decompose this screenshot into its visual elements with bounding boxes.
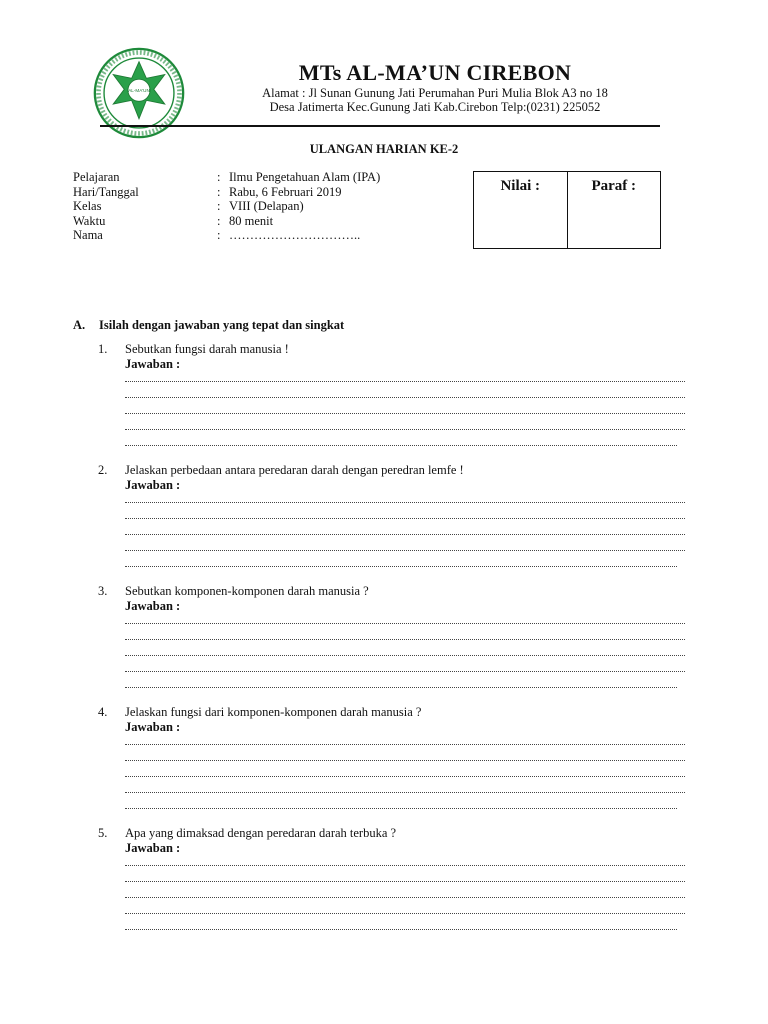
answer-line[interactable] (125, 366, 685, 382)
question-number: 3. (98, 584, 108, 598)
info-row-waktu (73, 214, 380, 229)
answer-line[interactable] (125, 487, 685, 503)
answer-line[interactable] (125, 914, 677, 930)
section-letter: A. (73, 318, 86, 332)
answer-label: Jawaban : (125, 720, 181, 734)
question-text: Jelaskan fungsi dari komponen-komponen darah manusia ? (125, 705, 422, 719)
info-row-hari-tanggal (73, 185, 380, 200)
answer-area[interactable] (125, 366, 685, 446)
question-text: Apa yang dimaksad dengan peredaran darah terbuka ? (125, 826, 397, 840)
answer-label: Jawaban : (125, 478, 181, 492)
answer-line[interactable] (125, 624, 685, 640)
info-colon: : (217, 213, 221, 228)
answer-line[interactable] (125, 430, 677, 446)
question-text: Jelaskan perbedaan antara peredaran darah dengan peredran lemfe ! (125, 463, 464, 477)
header-divider (100, 125, 660, 127)
question-number: 5. (98, 826, 108, 840)
answer-line[interactable] (125, 882, 685, 898)
answer-line[interactable] (125, 745, 685, 761)
info-value: VIII (Delapan) (229, 199, 304, 213)
question-text: Sebutkan komponen-komponen darah manusia ? (125, 584, 369, 598)
section-title: Isilah dengan jawaban yang tepat dan singkat (99, 318, 345, 332)
info-label: Nama (73, 228, 103, 242)
section-heading (73, 318, 344, 333)
answer-line[interactable] (125, 672, 677, 688)
info-label: Waktu (73, 213, 106, 228)
name-field[interactable]: ………………………….. (229, 228, 361, 242)
info-colon: : (217, 199, 221, 213)
answer-line[interactable] (125, 608, 685, 624)
question-number: 1. (98, 342, 108, 356)
answer-label: Jawaban : (125, 357, 181, 371)
info-row-pelajaran (73, 170, 380, 185)
answer-line[interactable] (125, 761, 685, 777)
answer-line[interactable] (125, 640, 685, 656)
logo-text: AL-MA'UN (128, 88, 150, 94)
exam-info (73, 170, 380, 243)
exam-title: ULANGAN HARIAN KE-2 (309, 142, 459, 156)
answer-line[interactable] (125, 793, 677, 809)
answer-label: Jawaban : (125, 841, 181, 855)
score-box (473, 171, 661, 249)
answer-label: Jawaban : (125, 599, 181, 613)
answer-line[interactable] (125, 777, 685, 793)
question-number: 4. (98, 705, 108, 719)
answer-line[interactable] (125, 414, 685, 430)
info-colon: : (217, 228, 221, 242)
info-row-kelas (73, 199, 380, 214)
info-colon: : (217, 184, 221, 199)
answer-line[interactable] (125, 551, 677, 567)
info-label: Hari/Tanggal (73, 184, 139, 199)
info-row-nama (73, 228, 380, 243)
info-value: Rabu, 6 Februari 2019 (229, 184, 342, 199)
answer-line[interactable] (125, 398, 685, 414)
answer-line[interactable] (125, 382, 685, 398)
answer-line[interactable] (125, 519, 685, 535)
info-label: Kelas (73, 199, 102, 213)
answer-line[interactable] (125, 729, 685, 745)
school-name: MTs AL-MA’UN CIREBON (298, 60, 572, 85)
answer-area[interactable] (125, 608, 685, 688)
answer-line[interactable] (125, 535, 685, 551)
paraf-cell[interactable]: Paraf : (567, 172, 661, 248)
answer-line[interactable] (125, 503, 685, 519)
info-value: 80 menit (229, 213, 274, 228)
info-colon: : (217, 170, 221, 184)
question-text: Sebutkan fungsi darah manusia ! (125, 342, 289, 356)
nilai-cell[interactable]: Nilai : (500, 178, 541, 194)
answer-area[interactable] (125, 487, 685, 567)
address-line-1: Alamat : Jl Sunan Gunung Jati Perumahan Puri Mulia Blok A3 no 18 (262, 86, 608, 100)
answer-line[interactable] (125, 866, 685, 882)
address-line-2: Desa Jatimerta Kec.Gunung Jati Kab.Cirebon Telp:(0231) 225052 (269, 100, 601, 114)
info-value: Ilmu Pengetahuan Alam (IPA) (229, 170, 381, 184)
answer-area[interactable] (125, 850, 685, 930)
answer-line[interactable] (125, 850, 685, 866)
answer-line[interactable] (125, 898, 685, 914)
answer-line[interactable] (125, 656, 685, 672)
info-label: Pelajaran (73, 170, 120, 184)
answer-area[interactable] (125, 729, 685, 809)
question-number: 2. (98, 463, 108, 477)
